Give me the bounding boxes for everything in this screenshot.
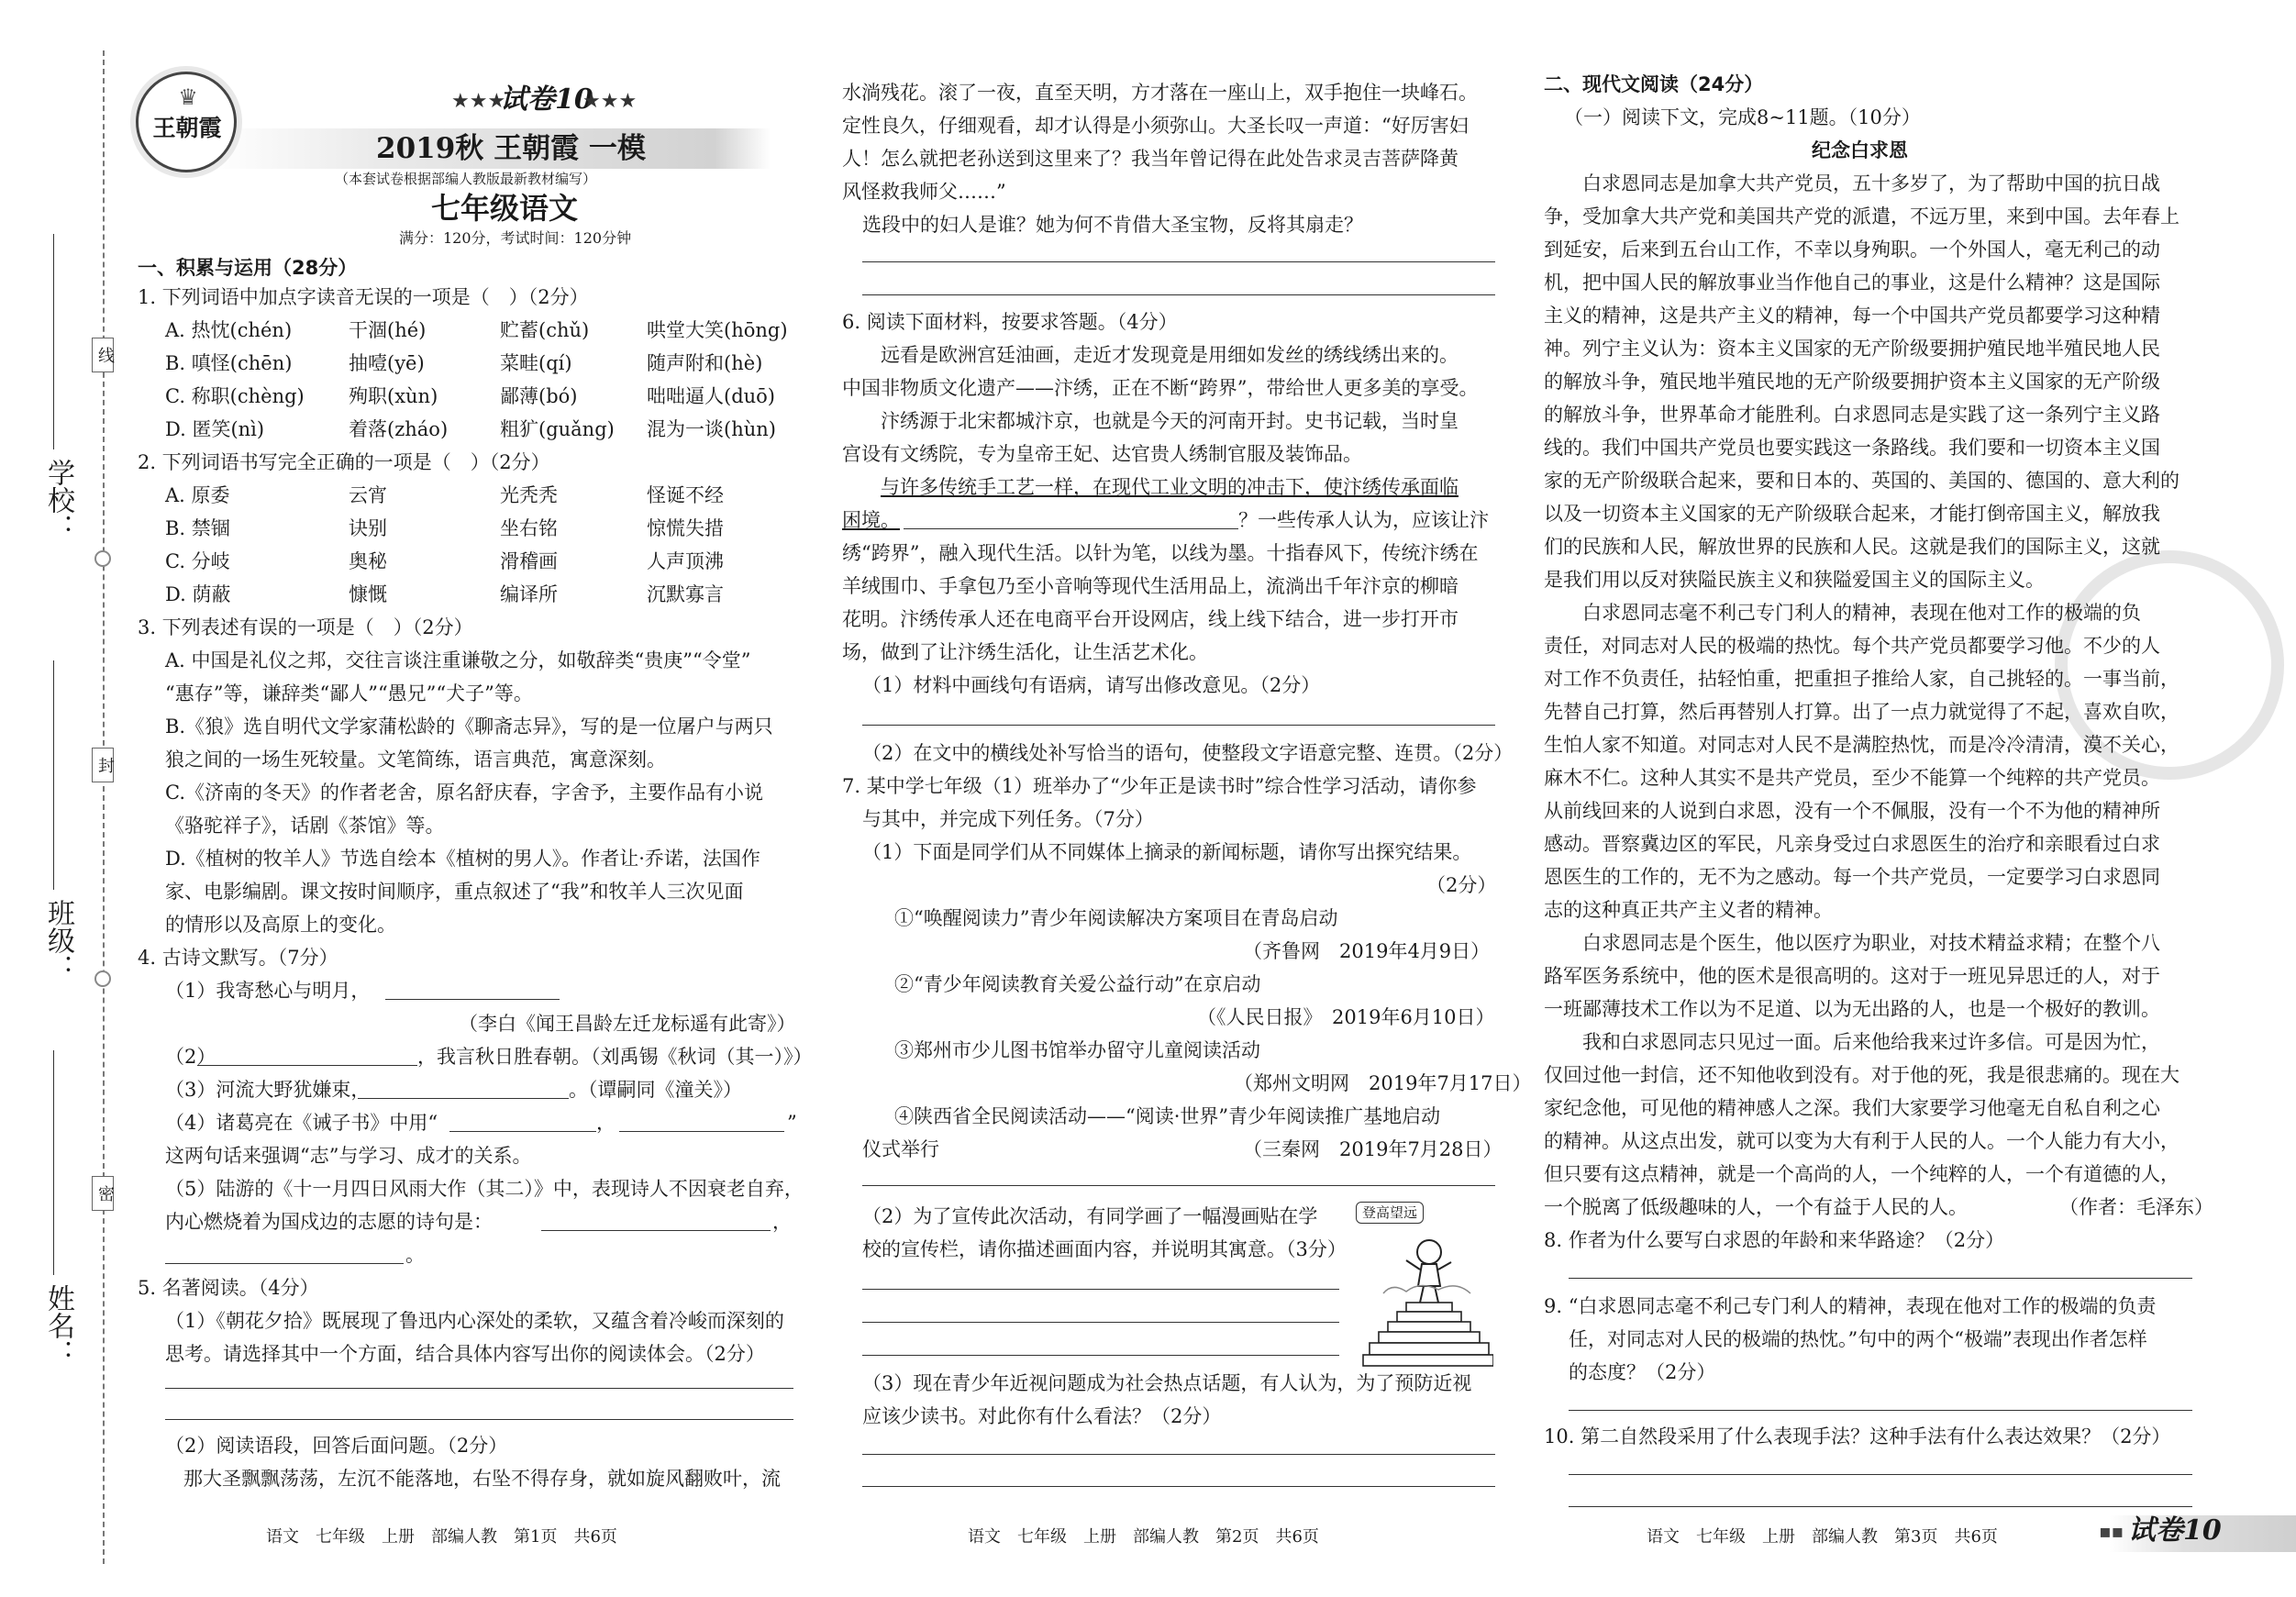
q2-b-word4: 惊慌失措 <box>647 517 724 539</box>
news-headline-1: ①“唤醒阅读力”青少年阅读解决方案项目在青岛启动 <box>894 907 1338 929</box>
q3-option-d: D.《植树的牧羊人》节选自绘本《植树的男人》。作者让·乔诺，法国作 <box>165 848 760 870</box>
q1-d-word3: 粗犷(guǎng) <box>500 418 615 440</box>
q6-material: 宫设有文绣院，专为皇帝王妃、达官贵人绣制官服及装饰品。 <box>842 443 1362 465</box>
school-field[interactable] <box>53 234 54 449</box>
question-7: 7. 某中学七年级（1）班举办了“少年正是读书时”综合性学习活动，请你参 <box>842 775 1477 797</box>
class-field[interactable] <box>53 660 54 890</box>
article-paragraph: 线的。我们中国共产党员也要实践这一条路线。我们要和一切资本主义国 <box>1544 437 2160 459</box>
exam-title: 2019秋 王朝霞 一模 <box>376 132 646 165</box>
q4-item-2-suffix: ，我言秋日胜春朝。（刘禹锡《秋词（其一）》） <box>417 1046 813 1068</box>
boy-on-books-icon <box>1356 1202 1493 1367</box>
article-paragraph: 是我们用以反对狭隘民族主义和狭隘爱国主义的国际主义。 <box>1544 569 2045 591</box>
question-2: 2. 下列词语书写完全正确的一项是（ ）（2分） <box>138 451 550 473</box>
q7-3-answer-line[interactable] <box>862 1486 1495 1487</box>
q1-a-word4: 哄堂大笑(hōng) <box>647 319 788 341</box>
q4-item-5-period: 。 <box>405 1244 425 1266</box>
left-stars-icon: ★★★ <box>451 90 506 113</box>
article-paragraph: 责任，对同志对人民的极端的热忱。每个共产党员都要学习他。不少的人 <box>1544 635 2160 657</box>
q4-item-3-prefix: （3）河流大野犹嫌束， <box>165 1079 371 1101</box>
q7-3-answer-line[interactable] <box>862 1454 1495 1455</box>
question-8: 8. 作者为什么要写白求恩的年龄和来华路途？（2分） <box>1544 1229 2005 1251</box>
q4-5-blank-a[interactable] <box>541 1230 771 1231</box>
news-source-2: （《人民日报》 2019年6月10日） <box>1197 1006 1495 1028</box>
q1-d-word2: 着落(zháo) <box>349 418 449 440</box>
q7-item-3-cont: 应该少读书。对此你有什么看法？（2分） <box>862 1405 1222 1427</box>
q5-2-answer-line[interactable] <box>862 294 1495 295</box>
q4-item-5-cont: 内心燃烧着为国戍边的志愿的诗句是： <box>165 1211 493 1233</box>
q7-item-3: （3）现在青少年近视问题成为社会热点话题，有人认为，为了预防近视 <box>862 1372 1472 1394</box>
logo-text: 王朝霞 <box>152 115 222 141</box>
q2-c-word4: 人声顶沸 <box>647 550 724 572</box>
q6-material: 远看是欧洲宫廷油画，走近才发现竟是用细如发丝的绣线绣出来的。 <box>881 344 1459 366</box>
article-paragraph: 主义的精神，这是共产主义的精神，每一个中国共产党员都要学习这种精 <box>1544 305 2160 327</box>
q6-material: ？一些传承人认为，应该让汴 <box>1238 509 1489 531</box>
q3-option-d-cont2: 的情形以及高原上的变化。 <box>165 914 396 936</box>
q1-c-word4: 咄咄逼人(duō) <box>647 385 775 407</box>
article-paragraph: 的解放斗争，殖民地半殖民地的无产阶级要拥护资本主义国家的无产阶级 <box>1544 371 2160 393</box>
news-source-1: （齐鲁网 2019年4月9日） <box>1243 940 1491 962</box>
article-paragraph: 路军医务系统中，他的医术是很高明的。这对于一班见异思迁的人，对于 <box>1544 965 2160 987</box>
q4-item-2-prefix: （2） <box>165 1046 216 1068</box>
q5-2-answer-line[interactable] <box>862 261 1495 262</box>
rosette-icon <box>94 970 111 987</box>
q3-option-d-cont: 家、电影编剧。课文按时间顺序，重点叙述了“我”和牧羊人三次见面 <box>165 881 744 903</box>
q2-a-word3: 光秃秃 <box>500 484 558 506</box>
article-author: （作者：毛泽东） <box>2059 1196 2213 1218</box>
article-paragraph: 志的这种真正共产主义者的精神。 <box>1544 899 1833 921</box>
q4-2-blank[interactable] <box>197 1065 417 1066</box>
q4-4-blank-b[interactable] <box>619 1131 784 1132</box>
article-paragraph: 家的无产阶级联合起来，要和日本的、英国的、美国的、德国的、意大利的 <box>1544 470 2180 492</box>
binding-tag-feng: 封 <box>92 748 114 782</box>
q8-answer-line[interactable] <box>1569 1278 2192 1279</box>
q6-material: 汴绣源于北宋都城汴京，也就是今天的河南开封。史书记载，当时皇 <box>881 410 1459 432</box>
q3-option-c: C.《济南的冬天》的作者老舍，原名舒庆春，字舍予，主要作品有小说 <box>165 782 763 804</box>
q10-answer-line[interactable] <box>1569 1506 2192 1507</box>
q6-item-2: （2）在文中的横线处补写恰当的语句，使整段文字语意完整、连贯。（2分） <box>862 742 1514 764</box>
article-paragraph: 白求恩同志是个医生，他以医疗为职业，对技术精益求精；在整个八 <box>1582 932 2160 954</box>
q6-1-answer-line[interactable] <box>862 725 1495 726</box>
q2-d-word4: 沉默寡言 <box>647 583 724 605</box>
q1-b-word3: 菜畦(qí) <box>500 352 572 374</box>
q5-item-1-cont: 思考。请选择其中一个方面，结合具体内容写出你的阅读体会。（2分） <box>165 1343 765 1365</box>
q2-d-word3: 编译所 <box>500 583 558 605</box>
q1-a-word2: 干涸(hé) <box>349 319 427 341</box>
q6-material: 绣“跨界”，融入现代生活。以针为笔，以线为墨。十指春风下，传统汴绣在 <box>842 542 1479 564</box>
q5-passage-cont: 人！怎么就把老孙送到这里来了？我当年曾记得在此处告求灵吉菩萨降黄 <box>842 148 1459 170</box>
q7-item-1-score: （2分） <box>1426 874 1497 896</box>
binding-tag-xian: 线 <box>92 338 114 372</box>
q7-2-answer-line[interactable] <box>862 1289 1339 1290</box>
q1-c-word3: 鄙薄(bó) <box>500 385 578 407</box>
article-paragraph: 感动。晋察冀边区的军民，凡亲身受过白求恩医生的治疗和亲眼看过白求 <box>1544 833 2160 855</box>
article-paragraph: 一班鄙薄技术工作以为不足道、以为无出路的人，也是一个极好的教训。 <box>1544 998 2160 1020</box>
q1-option-a: A. 热忱(chén) <box>165 319 293 341</box>
q2-a-word2: 云宵 <box>349 484 387 506</box>
article-paragraph: 一个脱离了低级趣味的人，一个有益于人民的人。 <box>1544 1196 1968 1218</box>
q4-1-source: （李白《闻王昌龄左迁龙标遥有此寄》） <box>459 1013 796 1035</box>
article-title: 纪念白求恩 <box>1812 139 1908 161</box>
q4-item-4-prefix: （4）诸葛亮在《诫子书》中用“ <box>165 1112 438 1134</box>
q2-c-word3: 滑稽画 <box>500 550 558 572</box>
right-stars-icon: ★★★ <box>582 90 638 113</box>
page-footer-3: 语文 七年级 上册 部编人教 第3页 共6页 <box>1647 1527 1998 1547</box>
q1-b-word4: 随声附和(hè) <box>647 352 763 374</box>
article-paragraph: 神。列宁主义认为：资本主义国家的无产阶级要拥护殖民地半殖民地人民 <box>1544 338 2160 360</box>
q6-material: 羊绒围巾、手拿包乃至小音响等现代生活用品上，流淌出千年汴京的柳暗 <box>842 575 1459 597</box>
article-paragraph: 机，把中国人民的解放事业当作他自己的事业，这是什么精神？这是国际 <box>1544 272 2160 294</box>
binding-dashed-line <box>103 50 105 1564</box>
news-source-3: （郑州文明网 2019年7月17日） <box>1234 1072 1532 1094</box>
q3-option-c-cont: 《骆驼祥子》，话剧《茶馆》等。 <box>165 815 445 837</box>
article-paragraph: 的解放斗争，世界革命才能胜利。白求恩同志是实践了这一条列宁主义路 <box>1544 404 2160 426</box>
q1-c-word2: 殉职(xùn) <box>349 385 438 407</box>
q7-1-answer-line[interactable] <box>862 1185 1495 1186</box>
exam-subtitle: （本套试卷根据部编人教版最新教材编写） <box>335 171 597 187</box>
article-paragraph: 们的民族和人民，解放世界的民族和人民。这就是我们的国际主义，这就 <box>1544 536 2160 558</box>
news-headline-4-cont: 仪式举行 <box>862 1138 939 1160</box>
q5-passage: 那大圣飘飘荡荡，左沉不能落地，右坠不得存身，就如旋风翻败叶，流 <box>183 1468 781 1490</box>
news-headline-3: ③郑州市少儿图书馆举办留守儿童阅读活动 <box>894 1039 1260 1061</box>
q6-fill-blank[interactable] <box>904 528 1238 529</box>
exam-info: 满分：120分，考试时间：120分钟 <box>399 229 632 247</box>
article-paragraph: 以及一切资本主义国家的无产阶级联合起来，才能打倒帝国主义，解放我 <box>1544 503 2160 525</box>
q1-option-b: B. 嗔怪(chēn) <box>165 352 293 374</box>
question-10: 10. 第二自然段采用了什么表现手法？这种手法有什么表达效果？（2分） <box>1544 1425 2171 1447</box>
crown-icon: ♛ <box>178 84 198 110</box>
q2-option-b: B. 禁锢 <box>165 517 230 539</box>
q7-item-2-cont: 校的宣传栏，请你描述画面内容，并说明其寓意。（3分） <box>862 1238 1347 1260</box>
q5-passage-cont: 风怪救我师父……” <box>842 181 1006 203</box>
q5-passage-cont: 水淌残花。滚了一夜，直至天明，方才落在一座山上，双手抱住一块峰石。 <box>842 82 1478 104</box>
article-paragraph: 到延安，后来到五台山工作，不幸以身殉职。一个外国人，毫无利己的动 <box>1544 238 2160 261</box>
q6-material: 中国非物质文化遗产——汴绣，正在不断“跨界”，带给世人更多美的享受。 <box>842 377 1479 399</box>
q3-option-b-cont: 狼之间的一场生死较量。文笔简练，语言典范，寓意深刻。 <box>165 749 666 771</box>
q4-5-blank-b[interactable] <box>165 1263 404 1264</box>
article-paragraph: 先替自己打算，然后再替别人打算。出了一点力就觉得了不起，喜欢自吹， <box>1544 701 2180 723</box>
q3-option-a: A. 中国是礼仪之邦，交往言谈注重谦敬之分，如敬辞类“贵庚”“令堂” <box>165 649 751 671</box>
q2-b-word3: 坐右铭 <box>500 517 558 539</box>
rosette-icon <box>94 550 111 567</box>
article-paragraph: 从前线回来的人说到白求恩，没有一个不佩服，没有一个不为他的精神所 <box>1544 800 2160 822</box>
q5-item-1: （1）《朝花夕拾》既展现了鲁迅内心深处的柔软，又蕴含着冷峻而深刻的 <box>165 1310 784 1332</box>
corner-dots-icon: ▪▪ <box>2099 1520 2124 1542</box>
q1-option-c: C. 称职(chèng) <box>165 385 305 407</box>
cartoon-illustration <box>1356 1202 1493 1367</box>
q2-b-word2: 诀别 <box>349 517 387 539</box>
binding-tag-mi: 密 <box>92 1176 114 1211</box>
school-label: 学校： <box>42 459 74 541</box>
question-5: 5. 名著阅读。（4分） <box>138 1277 319 1299</box>
q7-2-answer-line[interactable] <box>862 1355 1339 1356</box>
q4-3-blank[interactable] <box>358 1098 569 1099</box>
page-footer-1: 语文 七年级 上册 部编人教 第1页 共6页 <box>266 1527 617 1547</box>
article-paragraph: 白求恩同志毫不利己专门利人的精神，表现在他对工作的极端的负 <box>1582 602 2141 624</box>
q2-option-c: C. 分岐 <box>165 550 230 572</box>
news-headline-4: ④陕西省全民阅读活动——“阅读·世界”青少年阅读推广基地启动 <box>894 1105 1441 1127</box>
section-2-heading: 二、现代文阅读（24分） <box>1544 73 1764 95</box>
q4-1-blank[interactable] <box>385 999 560 1000</box>
article-paragraph: 对工作不负责任，拈轻怕重，把重担子推给人家，自己挑轻的。一事当前， <box>1544 668 2180 690</box>
news-headline-2: ②“青少年阅读教育关爱公益行动”在京启动 <box>894 973 1261 995</box>
q5-item-2: （2）阅读语段，回答后面问题。（2分） <box>165 1435 508 1457</box>
q6-item-1: （1）材料中画线句有语病，请写出修改意见。（2分） <box>862 674 1321 696</box>
q2-option-a: A. 原委 <box>165 484 230 506</box>
question-3: 3. 下列表述有误的一项是（ ）（2分） <box>138 616 473 638</box>
logo-seal <box>136 72 237 172</box>
q3-option-b: B.《狼》选自明代文学家蒲松龄的《聊斋志异》，写的是一位屠户与两只 <box>165 715 773 738</box>
q6-underlined-sentence: 与许多传统手工艺一样，在现代工业文明的冲击下，使汴绣传承面临 <box>881 476 1459 498</box>
article-paragraph: 生怕人家不知道。对同志对人民不是满腔热忱，而是冷冷清清，漠不关心， <box>1544 734 2180 756</box>
q7-intro-cont: 与其中，并完成下列任务。（7分） <box>862 808 1154 830</box>
question-9: 9. “白求恩同志毫不利己专门利人的精神，表现在他对工作的极端的负责 <box>1544 1295 2157 1317</box>
name-label: 姓名： <box>42 1284 74 1367</box>
q4-item-3-suffix: 。（谭嗣同《潼关》） <box>569 1079 742 1101</box>
article-paragraph: 争，受加拿大共产党和美国共产党的派遣，不远万里，来到中国。去年春上 <box>1544 205 2180 227</box>
article-paragraph: 我和白求恩同志只见过一面。后来他给我来过许多信。可是因为忙， <box>1582 1031 2160 1053</box>
question-4: 4. 古诗文默写。（7分） <box>138 947 338 969</box>
q1-d-word4: 混为一谈(hùn) <box>647 418 776 440</box>
q1-option-d: D. 匿笑(nì) <box>165 418 265 440</box>
article-paragraph: 的精神。从这点出发，就可以变为大有利于人民的人。一个人能力有大小， <box>1544 1130 2180 1152</box>
q5-passage-cont: 定性良久，仔细观看，却才认得是小须弥山。大圣长叹一声道：“好厉害妇 <box>842 115 1469 137</box>
q3-option-a-cont: “惠存”等，谦辞类“鄙人”“愚兄”“犬子”等。 <box>165 682 533 704</box>
q1-a-word3: 贮蓄(chǔ) <box>500 319 590 341</box>
reading-instruction: （一）阅读下文，完成8~11题。（10分） <box>1564 106 1921 128</box>
question-9-cont: 任，对同志对人民的极端的热忱。”句中的两个“极端”表现出作者怎样 <box>1569 1328 2147 1350</box>
q10-answer-line[interactable] <box>1569 1474 2192 1475</box>
cartoon-caption: 登高望远 <box>1356 1202 1424 1224</box>
q5-item-2-question: 选段中的妇人是谁？她为何不肯借大圣宝物，反将其扇走？ <box>862 214 1363 236</box>
q2-a-word4: 怪诞不经 <box>647 484 724 506</box>
q4-item-1: （1）我寄愁心与明月， <box>165 980 371 1002</box>
name-field[interactable] <box>53 1050 54 1275</box>
question-1: 1. 下列词语中加点字读音无误的一项是（ ）（2分） <box>138 286 589 308</box>
corner-paper-number: 试卷10 <box>2128 1514 2222 1547</box>
q5-1-answer-line[interactable] <box>165 1419 793 1420</box>
q2-c-word2: 奥秘 <box>349 550 387 572</box>
q4-item-4-cont: 这两句话来强调“志”与学习、成才的关系。 <box>165 1145 532 1167</box>
q4-item-4-quote: ” <box>787 1112 797 1134</box>
news-source-4: （三秦网 2019年7月28日） <box>1243 1138 1503 1160</box>
q6-material: 花明。汴绣传承人还在电商平台开设网店，线上线下结合，进一步打开市 <box>842 608 1459 630</box>
q6-underlined-sentence-end: 困境。 <box>842 509 900 531</box>
q4-item-4-comma: ， <box>596 1112 616 1134</box>
q6-material: 场，做到了让汴绣生活化，让生活艺术化。 <box>842 641 1208 663</box>
page-footer-2: 语文 七年级 上册 部编人教 第2页 共6页 <box>968 1527 1319 1547</box>
section-heading: 一、积累与运用（28分） <box>138 257 358 279</box>
q7-item-1: （1）下面是同学们从不同媒体上摘录的新闻标题，请你写出探究结果。 <box>862 841 1472 863</box>
q2-option-d: D. 荫蔽 <box>165 583 231 605</box>
article-paragraph: 麻木不仁。这种人其实不是共产党员，至少不能算一个纯粹的共产党员。 <box>1544 767 2160 789</box>
q4-item-5-comma: ， <box>772 1211 792 1233</box>
q9-answer-line[interactable] <box>1569 1410 2192 1411</box>
q2-d-word2: 慷慨 <box>349 583 387 605</box>
q7-2-answer-line[interactable] <box>862 1322 1339 1323</box>
question-9-cont: 的态度？（2分） <box>1569 1361 1716 1383</box>
article-paragraph: 恩医生的工作的，无不为之感动。每一个共产党员，一定要学习白求恩同 <box>1544 866 2160 888</box>
article-paragraph: 白求恩同志是加拿大共产党员，五十多岁了，为了帮助中国的抗日战 <box>1582 172 2160 194</box>
subject-title: 七年级语文 <box>431 191 579 226</box>
article-paragraph: 但只要有这点精神，就是一个高尚的人，一个纯粹的人，一个有道德的人， <box>1544 1163 2180 1185</box>
article-paragraph: 家纪念他，可见他的精神感人之深。我们大家要学习他毫无自私自利之心 <box>1544 1097 2160 1119</box>
paper-number: 试卷10 <box>500 83 593 116</box>
q5-1-answer-line[interactable] <box>165 1388 793 1389</box>
q1-b-word2: 抽噎(yē) <box>349 352 425 374</box>
q7-item-2: （2）为了宣传此次活动，有同学画了一幅漫画贴在学 <box>862 1205 1318 1227</box>
question-6: 6. 阅读下面材料，按要求答题。（4分） <box>842 311 1178 333</box>
q4-4-blank-a[interactable] <box>449 1131 596 1132</box>
class-label: 班级： <box>42 899 74 981</box>
q4-item-5: （5）陆游的《十一月四日风雨大作（其二）》中，表现诗人不因衰老自弃， <box>165 1178 804 1200</box>
article-paragraph: 仅回过他一封信，还不知他收到没有。对于他的死，我是很悲痛的。现在大 <box>1544 1064 2180 1086</box>
